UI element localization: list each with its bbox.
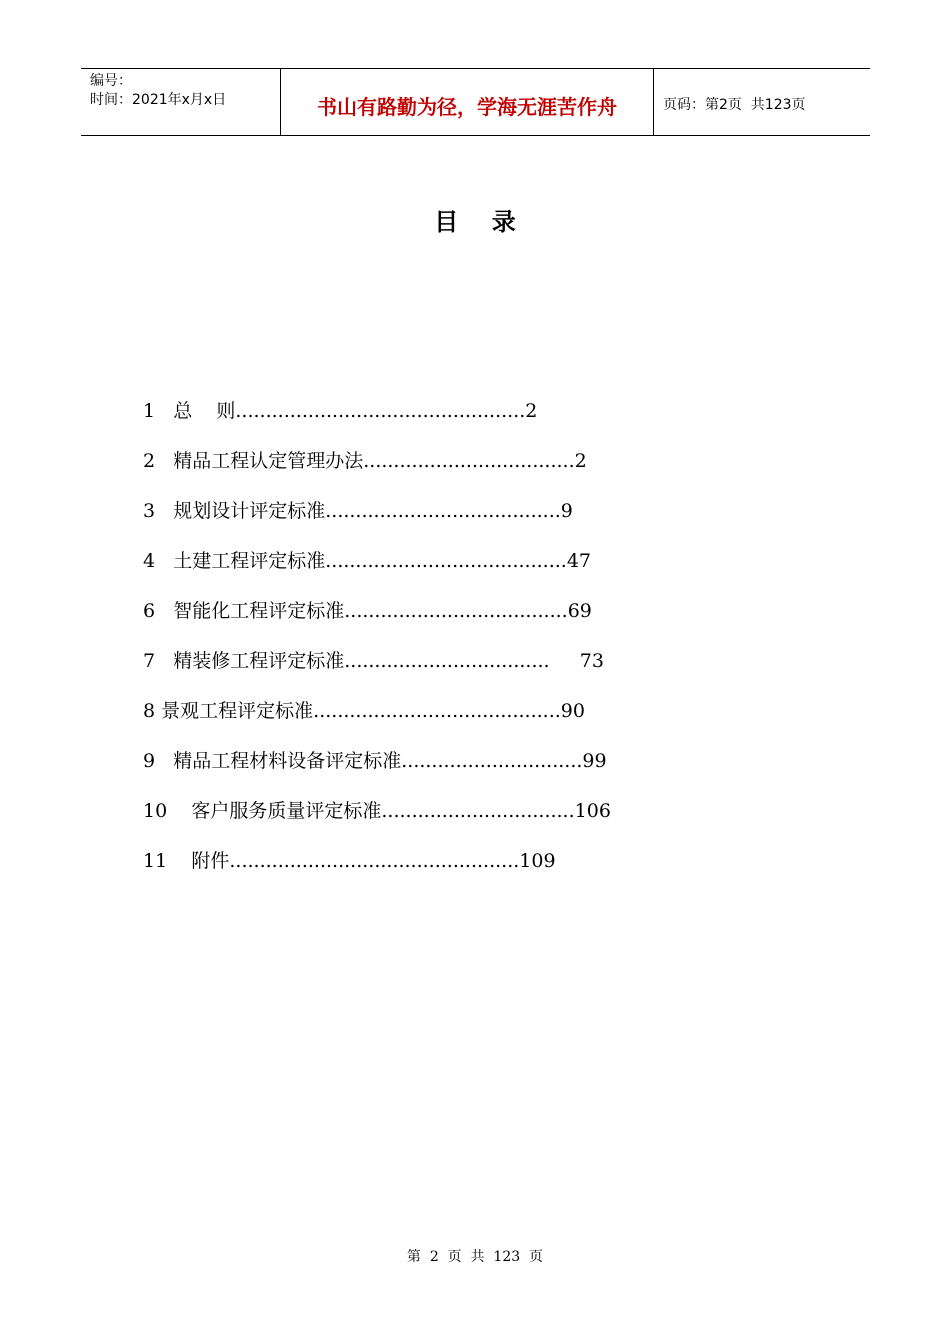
- toc-entry-number: 6: [143, 600, 156, 622]
- toc-entry[interactable]: [143, 595, 813, 645]
- toc-entry-title: 附件: [191, 850, 230, 872]
- toc-entry[interactable]: [143, 695, 813, 745]
- toc-entry-title: 精品工程材料设备评定标准: [173, 750, 402, 772]
- document-time-label: 时间：2021年x月x日: [90, 92, 227, 108]
- toc-entry-page: 73: [579, 650, 604, 672]
- toc-entry-number: 8: [143, 700, 156, 722]
- toc-entry-title: 智能化工程评定标准: [173, 600, 345, 622]
- toc-entry-leader: .....................................: [344, 600, 568, 622]
- toc-entry[interactable]: [143, 795, 813, 845]
- toc-entry-number: 2: [143, 450, 156, 472]
- toc-entry-leader: ................................................: [229, 850, 520, 872]
- toc-entry-title: 规划设计评定标准: [173, 500, 326, 522]
- toc-entry-page: 99: [582, 750, 607, 772]
- toc-entry-number: 3: [143, 500, 156, 522]
- toc-entry-page: 69: [567, 600, 592, 622]
- toc-entry-number: 1: [143, 400, 156, 422]
- header-motto: 书山有路勤为径，学海无涯苦作舟: [281, 69, 654, 135]
- toc-entry-page: 2: [574, 450, 587, 472]
- toc-entry-leader: ..................................: [344, 650, 550, 672]
- toc-entry[interactable]: [143, 395, 813, 445]
- page-header: [81, 68, 870, 136]
- toc-entry-page: 90: [560, 700, 585, 722]
- toc-entry-title: 客户服务质量评定标准: [191, 800, 382, 822]
- toc-entry-number: 7: [143, 650, 156, 672]
- toc-entry-title: 精品工程认定管理办法: [173, 450, 364, 472]
- toc-entry-page: 2: [525, 400, 538, 422]
- toc-entry-number: 9: [143, 750, 156, 772]
- toc-entry-leader: ...................................: [363, 450, 575, 472]
- toc-entry[interactable]: [143, 745, 813, 795]
- toc-entry-number: 4: [143, 550, 156, 572]
- header-page-info: 页码：第2页 共123页: [663, 97, 806, 113]
- page-footer: 第 2 页 共 123 页: [406, 1249, 544, 1265]
- toc-entry-page: 9: [560, 500, 573, 522]
- toc-entry-leader: ................................................: [235, 400, 526, 422]
- toc-entry-title: 景观工程评定标准: [161, 700, 314, 722]
- table-of-contents: [143, 395, 813, 895]
- toc-title: 目 录: [434, 208, 516, 236]
- toc-entry-title: 土建工程评定标准: [173, 550, 326, 572]
- toc-entry-leader: ..............................: [401, 750, 583, 772]
- toc-entry[interactable]: [143, 495, 813, 545]
- toc-entry[interactable]: [143, 545, 813, 595]
- toc-entry[interactable]: [143, 845, 813, 895]
- toc-entry-leader: ................................: [381, 800, 575, 822]
- toc-entry-title: 总 则: [173, 400, 236, 422]
- toc-entry-page: 47: [566, 550, 592, 572]
- toc-entry[interactable]: [143, 445, 813, 495]
- toc-entry-leader: .......................................: [325, 500, 561, 522]
- toc-entry-number: 11: [143, 850, 168, 872]
- toc-entry-leader: .........................................: [313, 700, 561, 722]
- toc-entry-page: 109: [519, 850, 556, 872]
- toc-entry-page: 106: [574, 800, 611, 822]
- document-number-label: 编号：: [90, 73, 132, 89]
- header-meta: [81, 69, 281, 135]
- toc-entry-title: 精装修工程评定标准: [173, 650, 345, 672]
- toc-entry-number: 10: [143, 800, 168, 822]
- toc-entry[interactable]: [143, 645, 813, 695]
- toc-entry-leader: ........................................: [325, 550, 567, 572]
